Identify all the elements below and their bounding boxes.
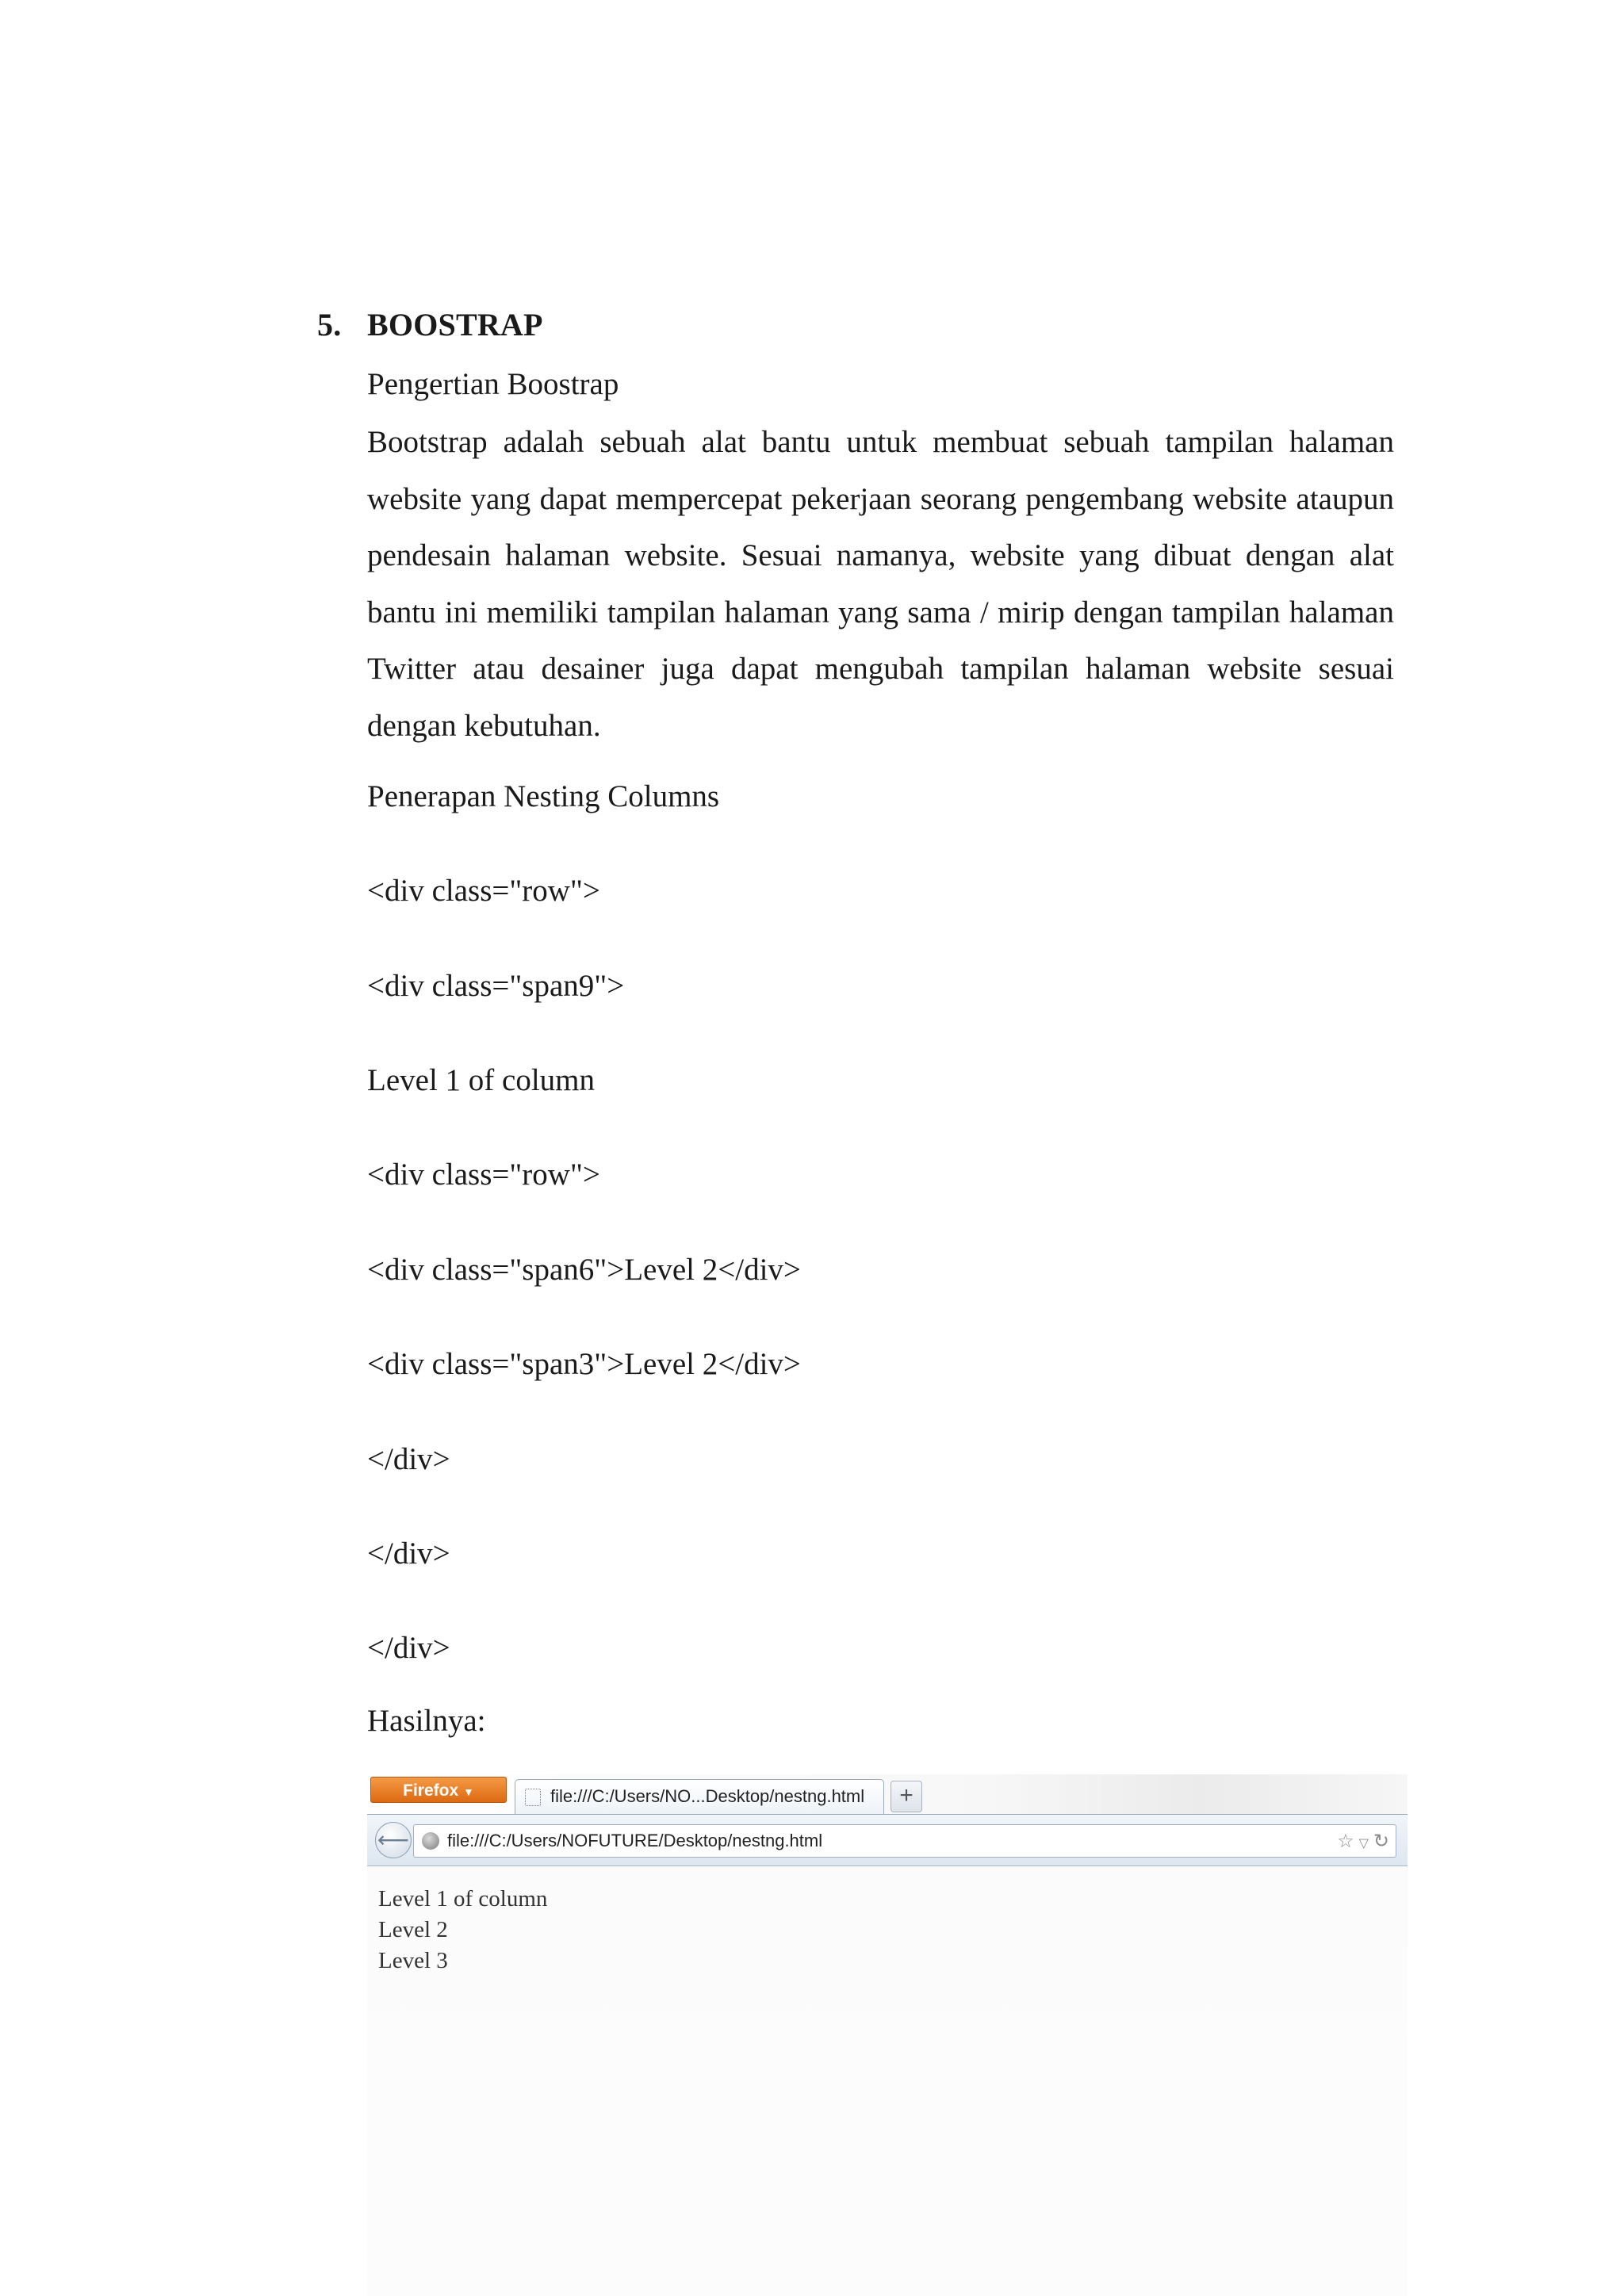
browser-tab[interactable] [515, 1779, 884, 1814]
section-heading [317, 306, 543, 343]
code-line: <div class="row"> [367, 874, 600, 908]
paragraph: Bootstrap adalah sebuah alat bantu untuk membuat sebuah tampilan halaman website yang dapat mempercepat pekerjaan seorang pengembang website ataupun pendesain halaman website. Sesuai namanya, website yang dibuat dengan alat bantu ini memiliki tampilan halaman yang sama / mirip dengan tampilan halaman Twitter atau desainer juga dapat mengubah tampilan halaman website sesuai dengan kebutuhan. [367, 425, 1394, 743]
tab-strip [367, 1774, 1408, 1814]
code-line: <div class="span9"> [367, 969, 625, 1003]
result-label: Hasilnya: [367, 1704, 486, 1738]
page-line: Level 1 of column [378, 1886, 548, 1911]
code-line: </div> [367, 1536, 450, 1571]
firefox-menu-button[interactable]: Firefox ▼ [370, 1777, 507, 1803]
code-line: </div> [367, 1631, 450, 1665]
bookmark-star-icon[interactable]: ☆ [1337, 1830, 1354, 1852]
code-line: <div class="span3">Level 2</div> [367, 1347, 801, 1381]
nesting-heading: Penerapan Nesting Columns [367, 779, 720, 813]
code-line: <div class="row"> [367, 1158, 600, 1192]
new-tab-button[interactable]: + [891, 1781, 922, 1812]
section-title: BOOSTRAP [367, 307, 543, 342]
browser-page-content [378, 1884, 547, 1976]
address-bar[interactable] [413, 1824, 1396, 1858]
tab-title: file:///C:/Users/NO...Desktop/nestng.html [550, 1786, 865, 1806]
page-line: Level 3 [378, 1948, 448, 1973]
subtitle: Pengertian Boostrap [367, 367, 619, 401]
section-number: 5. [317, 307, 342, 342]
code-line: </div> [367, 1442, 450, 1476]
navigation-bar [367, 1814, 1408, 1866]
history-dropdown-icon[interactable]: ▽ [1358, 1835, 1369, 1850]
back-arrow-icon[interactable]: ⟵ [375, 1822, 412, 1858]
reload-icon[interactable]: ↻ [1373, 1830, 1389, 1852]
page-icon [525, 1789, 541, 1806]
code-line: Level 1 of column [367, 1063, 595, 1097]
page-line: Level 2 [378, 1917, 448, 1942]
globe-icon [422, 1832, 439, 1850]
url-text: file:///C:/Users/NOFUTURE/Desktop/nestng.html [447, 1831, 823, 1850]
dropdown-arrow-icon: ▼ [463, 1785, 474, 1798]
code-line: <div class="span6">Level 2</div> [367, 1253, 801, 1287]
browser-screenshot [367, 1774, 1408, 2296]
